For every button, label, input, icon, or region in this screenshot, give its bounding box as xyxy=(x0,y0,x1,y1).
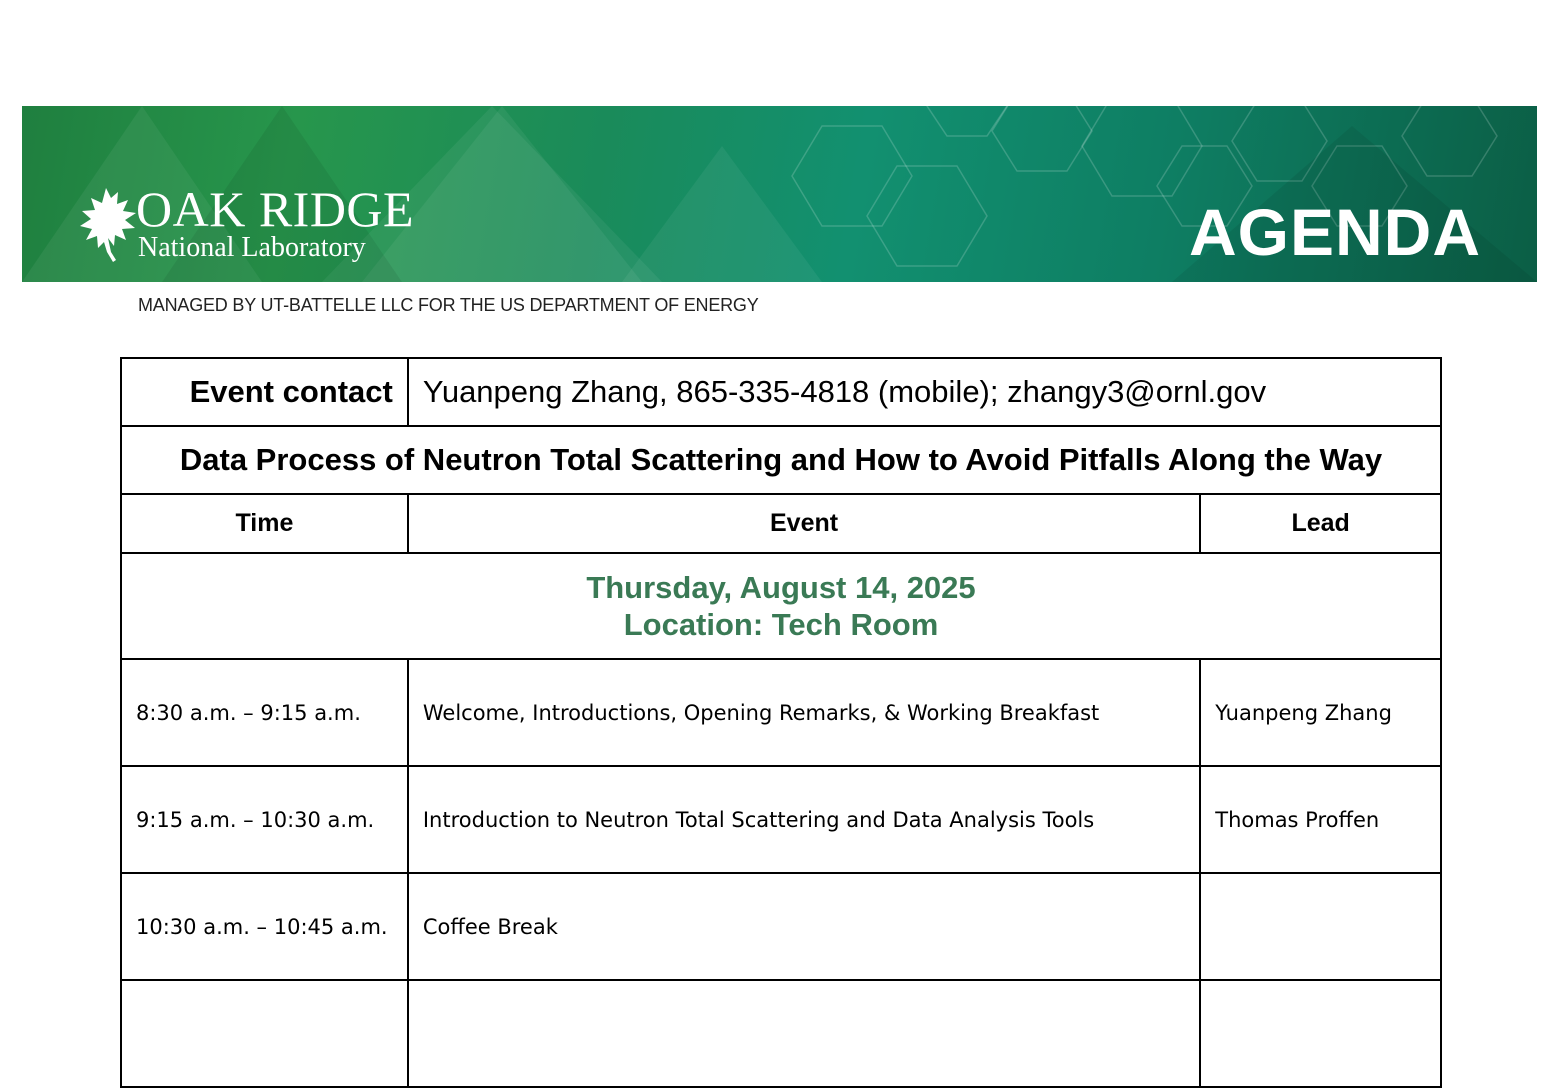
row-time: 9:15 a.m. – 10:30 a.m. xyxy=(121,766,408,873)
oak-leaf-icon xyxy=(78,186,140,266)
table-row xyxy=(121,873,1441,980)
row-lead xyxy=(1200,980,1441,1087)
logo-national-laboratory: National Laboratory xyxy=(138,232,366,263)
managed-by-text: MANAGED BY UT-BATTELLE LLC FOR THE US DEPARTMENT OF ENERGY xyxy=(138,295,759,315)
row-lead xyxy=(1200,873,1441,980)
header-row xyxy=(121,494,1441,553)
row-lead: Yuanpeng Zhang xyxy=(1200,659,1441,766)
column-header-event: Event xyxy=(408,494,1200,553)
row-time: 8:30 a.m. – 9:15 a.m. xyxy=(121,659,408,766)
day-location: Location: Tech Room xyxy=(623,607,939,642)
contact-value: Yuanpeng Zhang, 865-335-4818 (mobile); zhangy3@ornl.gov xyxy=(408,358,1441,426)
row-event: Coffee Break xyxy=(408,873,1200,980)
header-banner xyxy=(22,106,1537,282)
event-title: Data Process of Neutron Total Scattering and How to Avoid Pitfalls Along the Way xyxy=(121,426,1441,494)
ornl-logo xyxy=(78,182,438,272)
row-time xyxy=(121,980,408,1087)
table-row xyxy=(121,980,1441,1087)
column-header-lead: Lead xyxy=(1200,494,1441,553)
agenda-table xyxy=(120,357,1442,1088)
event-title-row xyxy=(121,426,1441,494)
column-header-time: Time xyxy=(121,494,408,553)
row-time: 10:30 a.m. – 10:45 a.m. xyxy=(121,873,408,980)
row-lead: Thomas Proffen xyxy=(1200,766,1441,873)
table-row xyxy=(121,659,1441,766)
document-type-title: AGENDA xyxy=(1188,195,1481,269)
contact-row xyxy=(121,358,1441,426)
day-date: Thursday, August 14, 2025 xyxy=(586,570,976,605)
table-row xyxy=(121,766,1441,873)
logo-oak-ridge: OAK RIDGE xyxy=(136,181,415,237)
row-event xyxy=(408,980,1200,1087)
row-event: Introduction to Neutron Total Scattering and Data Analysis Tools xyxy=(408,766,1200,873)
day-cell xyxy=(121,553,1441,659)
day-row xyxy=(121,553,1441,659)
row-event: Welcome, Introductions, Opening Remarks, & Working Breakfast xyxy=(408,659,1200,766)
contact-label: Event contact xyxy=(121,358,408,426)
